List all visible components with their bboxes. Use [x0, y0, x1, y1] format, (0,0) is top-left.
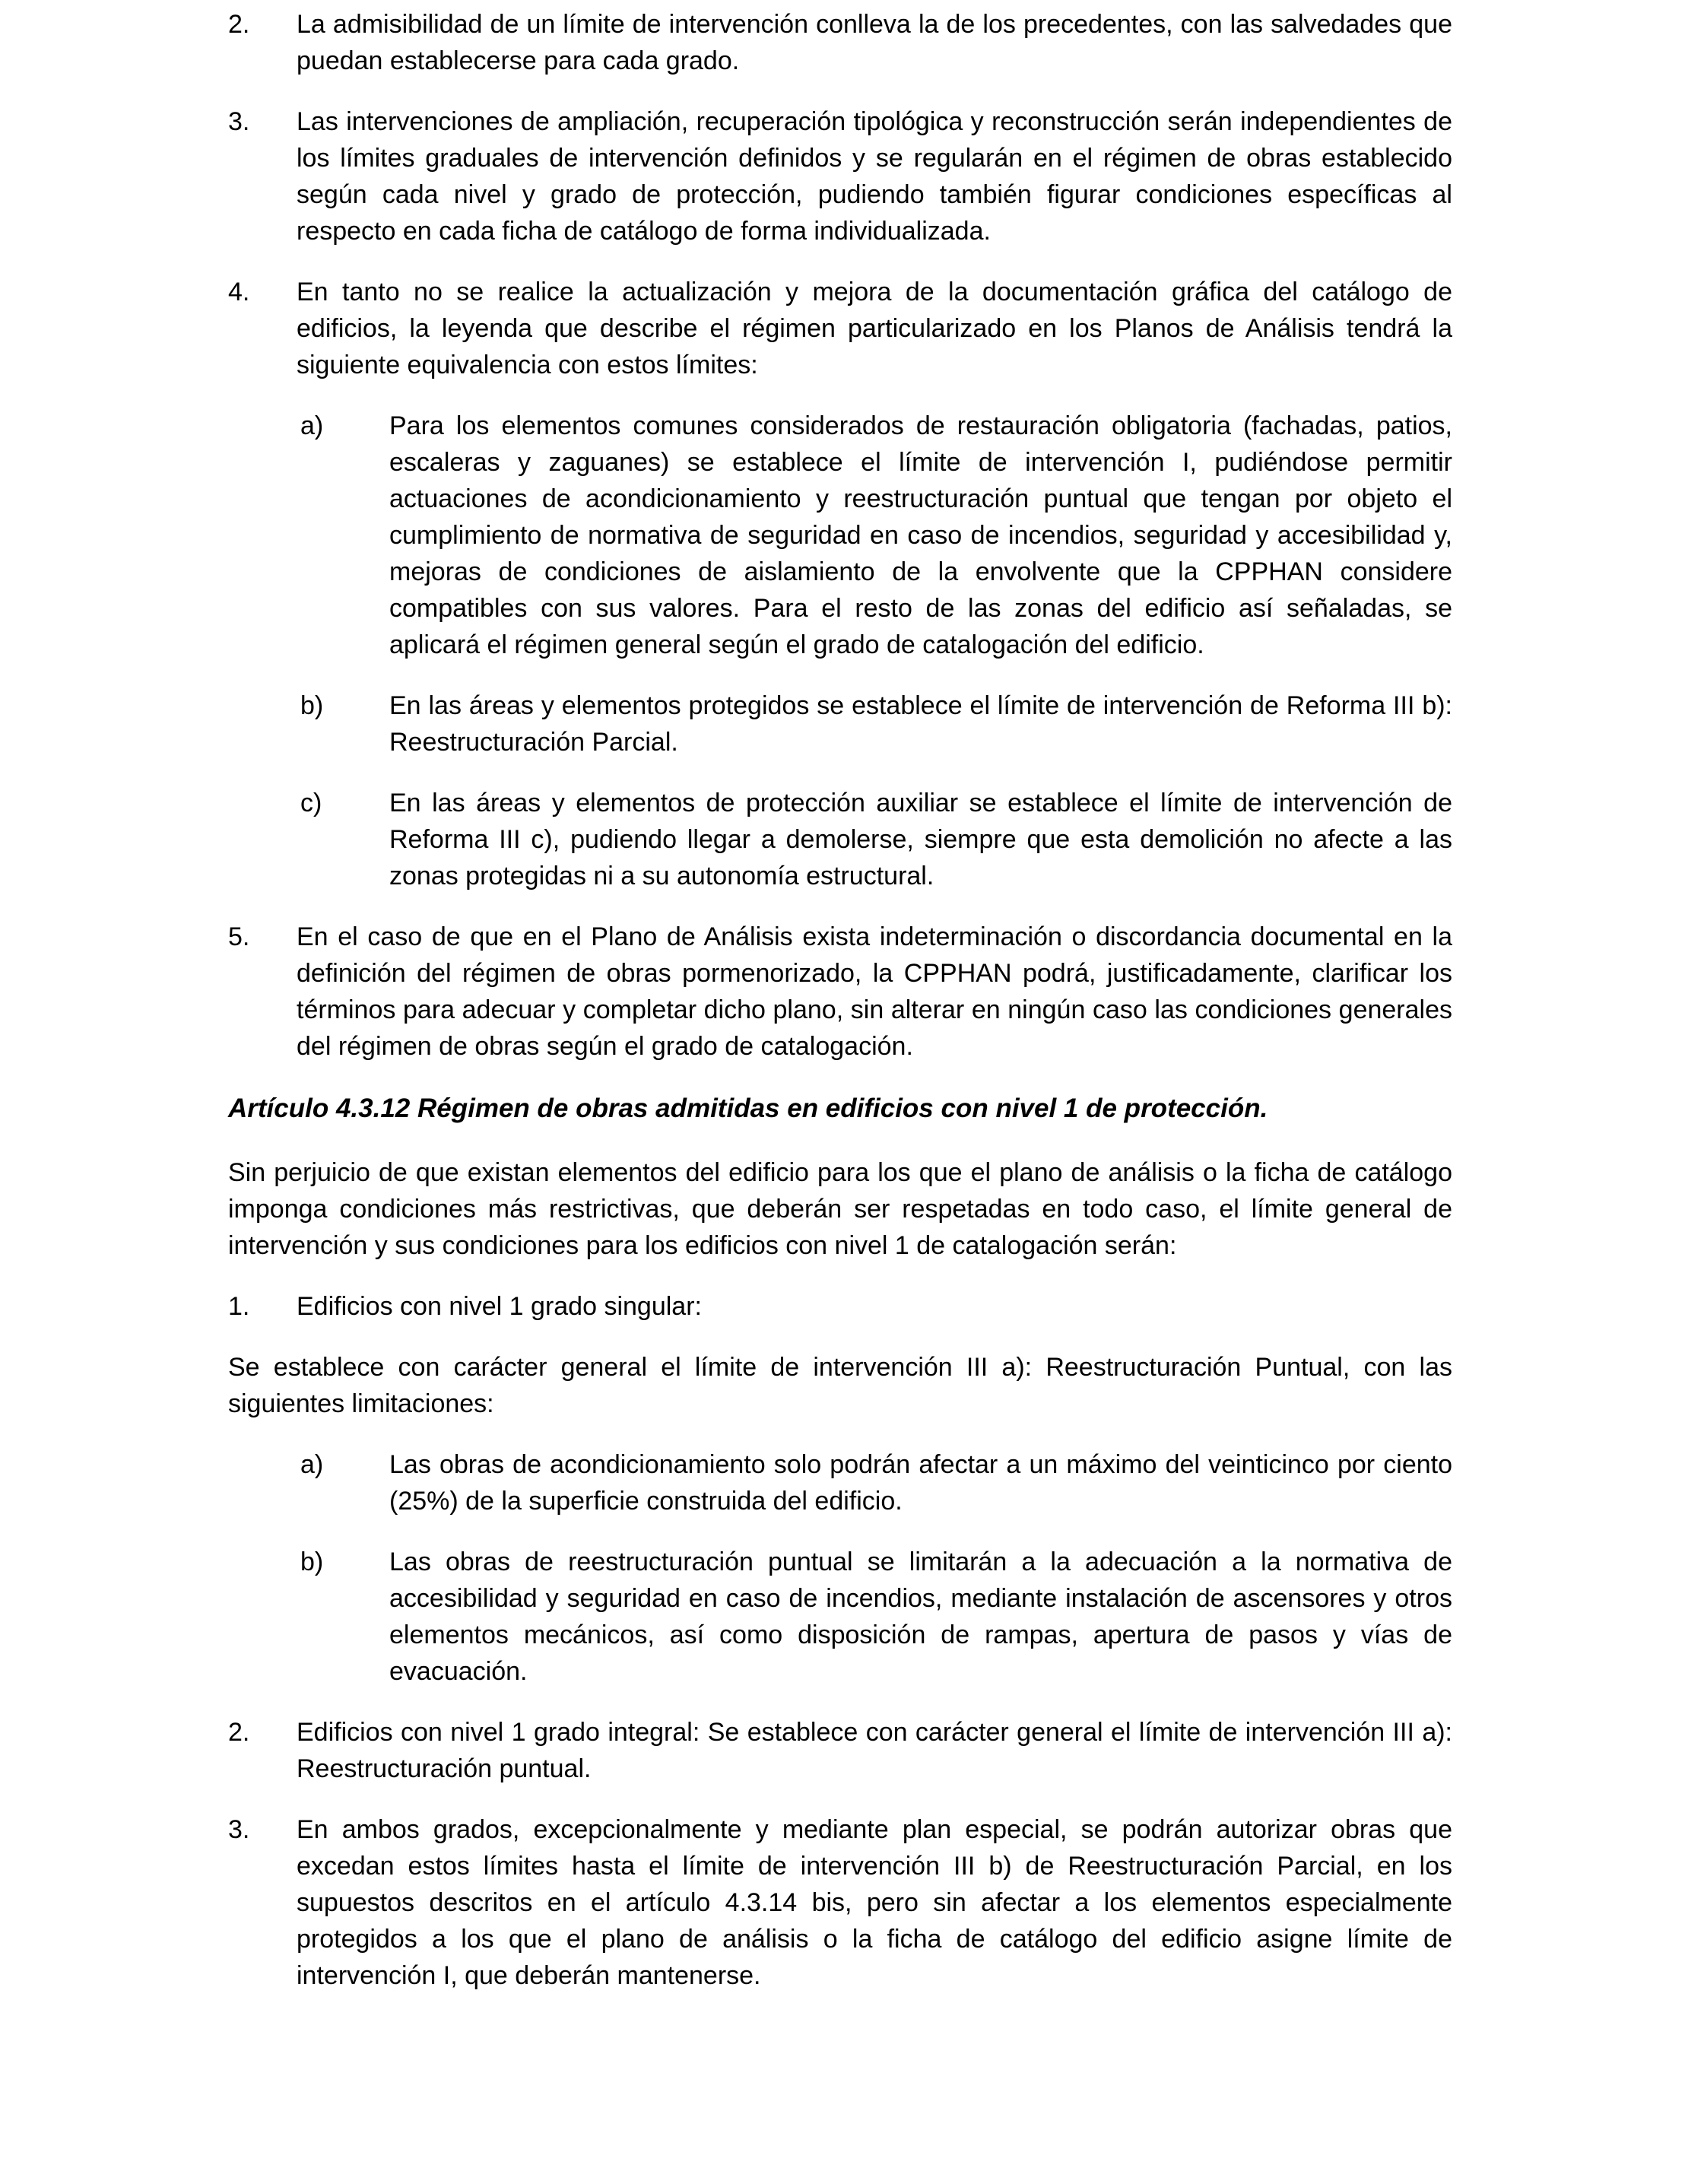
lettered-item [228, 785, 1452, 894]
item-marker: 4. [228, 278, 250, 306]
item-text: Para los elementos comunes considerados de restauración obligatoria (fachadas, patios, escaleras y zaguanes) se establece el límite de intervención I, pudiéndose permitir actuaciones de acondicionamiento y reestructuración puntual que tengan por objeto el cumplimiento de normativa de seguridad en caso de incendios, seguridad y accesibilidad y, mejoras de condiciones de aislamiento de la envolvente que la CPPHAN considere compatibles con sus valores. Para el resto de las zonas del edificio así señaladas, se aplicará el régimen general según el grado de catalogación del edificio. [389, 411, 1452, 659]
item-text: La admisibilidad de un límite de intervención conlleva la de los precedentes, con las salvedades que puedan establecerse para cada grado. [297, 10, 1452, 75]
item-text: En tanto no se realice la actualización y mejora de la documentación gráfica del catálogo de edificios, la leyenda que describe el régimen particularizado en los Planos de Análisis tendrá la siguiente equivalencia con estos límites: [297, 278, 1452, 379]
paragraph: Sin perjuicio de que existan elementos del edificio para los que el plano de análisis o la ficha de catálogo imponga condiciones más restrictivas, que deberán ser respetadas en todo caso, el límite general de intervención y sus condiciones para los edificios con nivel 1 de catalogación serán: [228, 1158, 1452, 1260]
numbered-item [228, 6, 1452, 79]
item-marker: 3. [228, 1815, 250, 1844]
item-text: En el caso de que en el Plano de Análisis exista indeterminación o discordancia documental en la definición del régimen de obras pormenorizado, la CPPHAN podrá, justificadamente, clarificar los términos para adecuar y completar dicho plano, sin alterar en ningún caso las condiciones generales del régimen de obras según el grado de catalogación. [297, 922, 1452, 1061]
numbered-item [228, 1288, 1452, 1325]
item-marker: c) [300, 789, 322, 817]
item-marker: 2. [228, 10, 250, 39]
numbered-item [228, 1714, 1452, 1787]
item-marker: a) [300, 1450, 324, 1479]
lettered-item [228, 408, 1452, 663]
item-text: En las áreas y elementos de protección auxiliar se establece el límite de intervención de Reforma III c), pudiendo llegar a demolerse, siempre que esta demolición no afecte a las zonas protegidas ni a su autonomía estructural. [389, 789, 1452, 890]
item-marker: 2. [228, 1718, 250, 1747]
paragraph: Se establece con carácter general el límite de intervención III a): Reestructuración Puntual, con las siguientes limitaciones: [228, 1353, 1452, 1418]
item-text: Las obras de reestructuración puntual se limitarán a la adecuación a la normativa de accesibilidad y seguridad en caso de incendios, mediante instalación de ascensores y otros elementos mecánicos, así como disposición de rampas, apertura de pasos y vías de evacuación. [389, 1548, 1452, 1686]
item-marker: b) [300, 1548, 324, 1576]
numbered-item [228, 1811, 1452, 1994]
numbered-item [228, 919, 1452, 1065]
lettered-item [228, 1544, 1452, 1690]
lettered-item [228, 1446, 1452, 1519]
item-marker: b) [300, 691, 324, 720]
item-text: En ambos grados, excepcionalmente y mediante plan especial, se podrán autorizar obras que excedan estos límites hasta el límite de intervención III b) de Reestructuración Parcial, en los supuestos descritos en el artículo 4.3.14 bis, pero sin afectar a los elementos especialmente protegidos a los que el plano de análisis o la ficha de catálogo del edificio asigne límite de intervención I, que deberán mantenerse. [297, 1815, 1452, 1990]
item-marker: 5. [228, 922, 250, 951]
item-text: En las áreas y elementos protegidos se establece el límite de intervención de Reforma III b): Reestructuración Parcial. [389, 691, 1452, 757]
numbered-item [228, 103, 1452, 249]
item-marker: 1. [228, 1292, 250, 1321]
item-text: Edificios con nivel 1 grado integral: Se establece con carácter general el límite de intervención III a): Reestructuración puntual. [297, 1718, 1452, 1783]
lettered-item [228, 687, 1452, 760]
numbered-item [228, 274, 1452, 383]
item-marker: a) [300, 411, 324, 440]
item-text: Edificios con nivel 1 grado singular: [297, 1292, 702, 1321]
item-text: Las intervenciones de ampliación, recuperación tipológica y reconstrucción serán independientes de los límites graduales de intervención definidos y se regularán en el régimen de obras establecido según cada nivel y grado de protección, pudiendo también figurar condiciones específicas al respecto en cada ficha de catálogo de forma individualizada. [297, 107, 1452, 246]
item-text: Las obras de acondicionamiento solo podrán afectar a un máximo del veinticinco por ciento (25%) de la superficie construida del edificio. [389, 1450, 1452, 1516]
article-heading: Artículo 4.3.12 Régimen de obras admitidas en edificios con nivel 1 de protección. [228, 1094, 1268, 1123]
item-marker: 3. [228, 107, 250, 136]
